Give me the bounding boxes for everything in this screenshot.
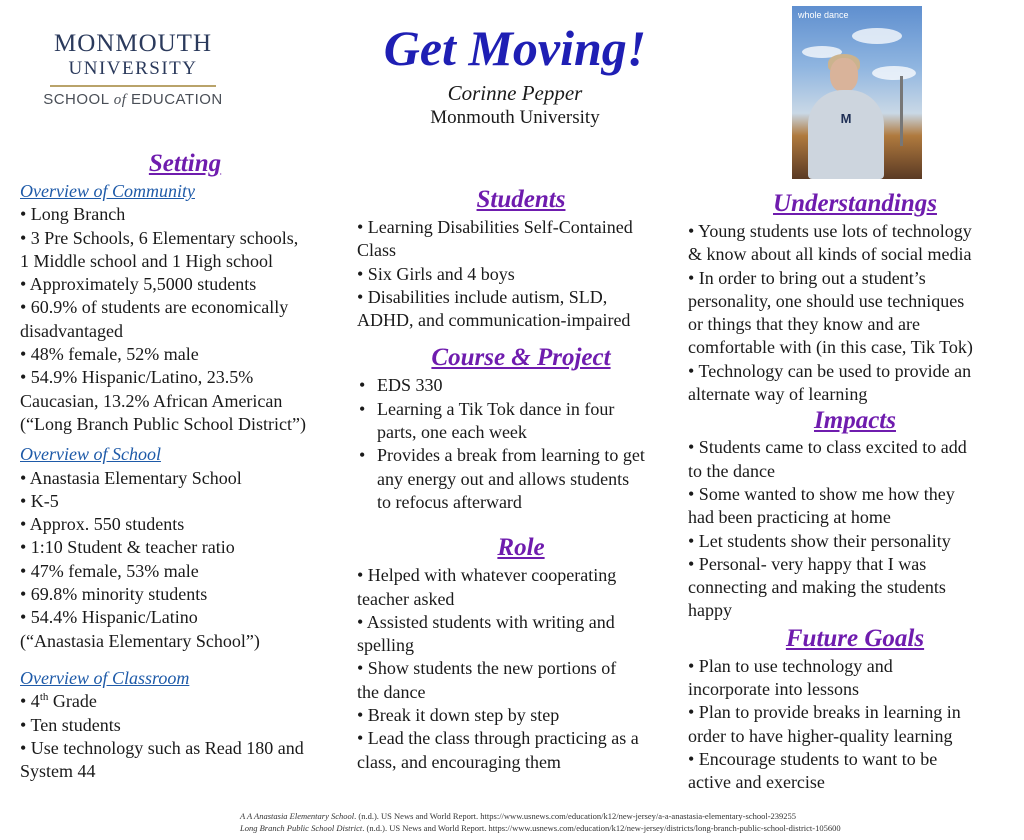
community-list-line: • 3 Pre Schools, 6 Elementary schools,: [20, 227, 299, 248]
setting-heading: Setting: [148, 150, 222, 177]
impacts-list-line: to the dance: [688, 460, 775, 481]
grade-suffix: Grade: [48, 691, 97, 712]
school-list-line: (“Anastasia Elementary School”): [20, 630, 260, 651]
future-goals-list-line: active and exercise: [688, 772, 825, 793]
reference-title: A A Anastasia Elementary School: [240, 811, 355, 821]
understandings-list-line: comfortable with (in this case, Tik Tok): [688, 337, 973, 358]
logo-of-text: of: [113, 92, 127, 108]
reference-details: . (n.d.). US News and World Report. https://www.usnews.com/education/k12/new-jersey/districts/long-branch-public-school-district-105600: [362, 823, 841, 833]
logo-line-2: UNIVERSITY: [68, 58, 198, 79]
role-heading: Role: [497, 534, 545, 562]
students-list-line: • Learning Disabilities Self-Contained: [357, 217, 633, 237]
logo-school-text: SCHOOL: [43, 91, 114, 108]
impacts-list-line: happy: [688, 600, 732, 621]
classroom-list-line: System 44: [20, 761, 96, 782]
photo-head: [830, 58, 858, 92]
poster-author: Corinne Pepper: [447, 81, 583, 105]
understandings-list-line: alternate way of learning: [688, 384, 868, 405]
future-goals-list-line: order to have higher-quality learning: [688, 725, 953, 746]
students-list: [357, 216, 685, 332]
overview-school-subheading: Overview of School: [20, 444, 161, 465]
photo-cloud: [852, 28, 902, 44]
classroom-list-line: • Use technology such as Read 180 and: [20, 737, 304, 758]
understandings-list-line: • Young students use lots of technology: [688, 221, 972, 241]
dance-photo: [792, 6, 922, 179]
future-goals-list: [688, 655, 1022, 795]
community-list-line: • 48% female, 52% male: [20, 344, 199, 365]
logo-line-1: MONMOUTH: [54, 30, 212, 57]
course-list-line: parts, one each week: [377, 422, 527, 443]
understandings-list-line: personality, one should use techniques: [688, 290, 965, 311]
understandings-heading: Understandings: [773, 190, 937, 217]
course-list: [357, 374, 685, 514]
course-list-line: any energy out and allows students: [377, 468, 630, 489]
classroom-grade-line: [20, 690, 350, 713]
impacts-list-line: connecting and making the students: [688, 577, 946, 598]
references: [240, 810, 1000, 834]
role-list-line: the dance: [357, 681, 426, 702]
understandings-list-line: or things that they know and are: [688, 314, 920, 335]
setting-column: [20, 148, 350, 783]
community-list-line: Caucasian, 13.2% African American: [20, 390, 283, 411]
course-project-heading: Course & Project: [431, 344, 611, 372]
photo-hoodie: [808, 90, 884, 179]
role-list-line: • Assisted students with writing and: [357, 611, 615, 632]
understandings-list: [688, 220, 1022, 406]
course-list-item: [357, 444, 685, 514]
impacts-list-line: had been practicing at home: [688, 507, 891, 528]
community-list-line: • 54.9% Hispanic/Latino, 23.5%: [20, 367, 254, 388]
understandings-list-line: • Technology can be used to provide an: [688, 360, 972, 381]
impacts-heading: Impacts: [814, 407, 896, 435]
poster-affiliation: Monmouth University: [430, 107, 600, 128]
classroom-list-line: • Ten students: [20, 714, 121, 735]
students-list-line: • Six Girls and 4 boys: [357, 263, 515, 284]
future-goals-heading: Future Goals: [785, 624, 925, 652]
school-list-line: • 69.8% minority students: [20, 584, 208, 605]
future-goals-list-line: • Plan to provide breaks in learning in: [688, 702, 961, 723]
course-list-line: EDS 330: [377, 375, 443, 396]
grade-superscript: th: [39, 691, 49, 704]
reference-entry: [240, 822, 1000, 834]
course-list-line: Learning a Tik Tok dance in four: [377, 398, 615, 419]
course-list-line: to refocus afterward: [377, 491, 522, 512]
bullet: •: [359, 398, 366, 419]
role-list-line: teacher asked: [357, 588, 455, 609]
reference-details: . (n.d.). US News and World Report. https://www.usnews.com/education/k12/new-jersey/a-a-anastasia-elementary-school-239255: [354, 811, 797, 821]
photo-hoodie-logo: M: [840, 111, 852, 126]
role-list-line: spelling: [357, 635, 414, 656]
role-list-line: • Show students the new portions of: [357, 658, 617, 679]
school-list-line: • 47% female, 53% male: [20, 560, 199, 581]
bullet: •: [359, 375, 366, 396]
monmouth-university-logo: [28, 30, 238, 109]
community-list-line: (“Long Branch Public School District”): [20, 413, 306, 434]
course-list-item: [357, 398, 685, 445]
school-list-line: • Anastasia Elementary School: [20, 467, 242, 488]
logo-education-text: EDUCATION: [126, 91, 223, 108]
role-list: [357, 564, 685, 774]
grade-prefix: • 4: [20, 691, 40, 712]
role-list-line: • Lead the class through practicing as a: [357, 728, 639, 749]
right-column: [688, 188, 1022, 795]
school-list-line: • 1:10 Student & teacher ratio: [20, 537, 235, 558]
role-list-line: • Helped with whatever cooperating: [357, 565, 617, 586]
course-list-item: [357, 374, 685, 397]
school-list: [20, 467, 350, 653]
school-list-line: • Approx. 550 students: [20, 514, 185, 535]
students-heading: Students: [476, 186, 566, 213]
understandings-list-line: & know about all kinds of social media: [688, 244, 972, 265]
community-list-line: • Approximately 5,5000 students: [20, 274, 257, 295]
reference-entry: [240, 810, 1000, 822]
future-goals-list-line: • Plan to use technology and: [688, 655, 893, 676]
photo-cloud: [872, 66, 916, 80]
community-list-line: • 60.9% of students are economically: [20, 297, 289, 318]
role-list-line: class, and encouraging them: [357, 751, 561, 772]
students-list-line: • Disabilities include autism, SLD,: [357, 286, 608, 307]
course-list-line: Provides a break from learning to get: [377, 445, 645, 466]
overview-classroom-subheading: Overview of Classroom: [20, 667, 190, 688]
logo-line-3: [28, 91, 238, 109]
students-list-line: Class: [357, 240, 397, 261]
community-list-line: • Long Branch: [20, 204, 126, 225]
poster-title: Get Moving!: [383, 20, 647, 76]
role-list-line: • Break it down step by step: [357, 705, 560, 726]
future-goals-list-line: • Encourage students to want to be: [688, 748, 938, 769]
community-list-line: 1 Middle school and 1 High school: [20, 250, 273, 271]
reference-title: Long Branch Public School District: [240, 823, 363, 833]
overview-community-subheading: Overview of Community: [20, 181, 195, 201]
community-list-line: disadvantaged: [20, 320, 123, 341]
classroom-list: [20, 714, 350, 784]
bullet: •: [359, 445, 366, 466]
logo-divider: [50, 85, 216, 87]
impacts-list-line: • Some wanted to show me how they: [688, 483, 955, 504]
understandings-list-line: • In order to bring out a student’s: [688, 267, 926, 288]
future-goals-list-line: incorporate into lessons: [688, 679, 859, 700]
students-list-line: ADHD, and communication-impaired: [357, 310, 631, 331]
middle-column: [357, 184, 685, 774]
impacts-list-line: • Students came to class excited to add: [688, 437, 967, 458]
community-list: [20, 203, 350, 436]
impacts-list: [688, 436, 1022, 622]
school-list-line: • K-5: [20, 490, 59, 511]
impacts-list-line: • Personal- very happy that I was: [688, 553, 927, 574]
school-list-line: • 54.4% Hispanic/Latino: [20, 607, 198, 628]
photo-caption: whole dance: [798, 10, 849, 20]
impacts-list-line: • Let students show their personality: [688, 530, 951, 551]
photo-pole: [900, 76, 903, 146]
